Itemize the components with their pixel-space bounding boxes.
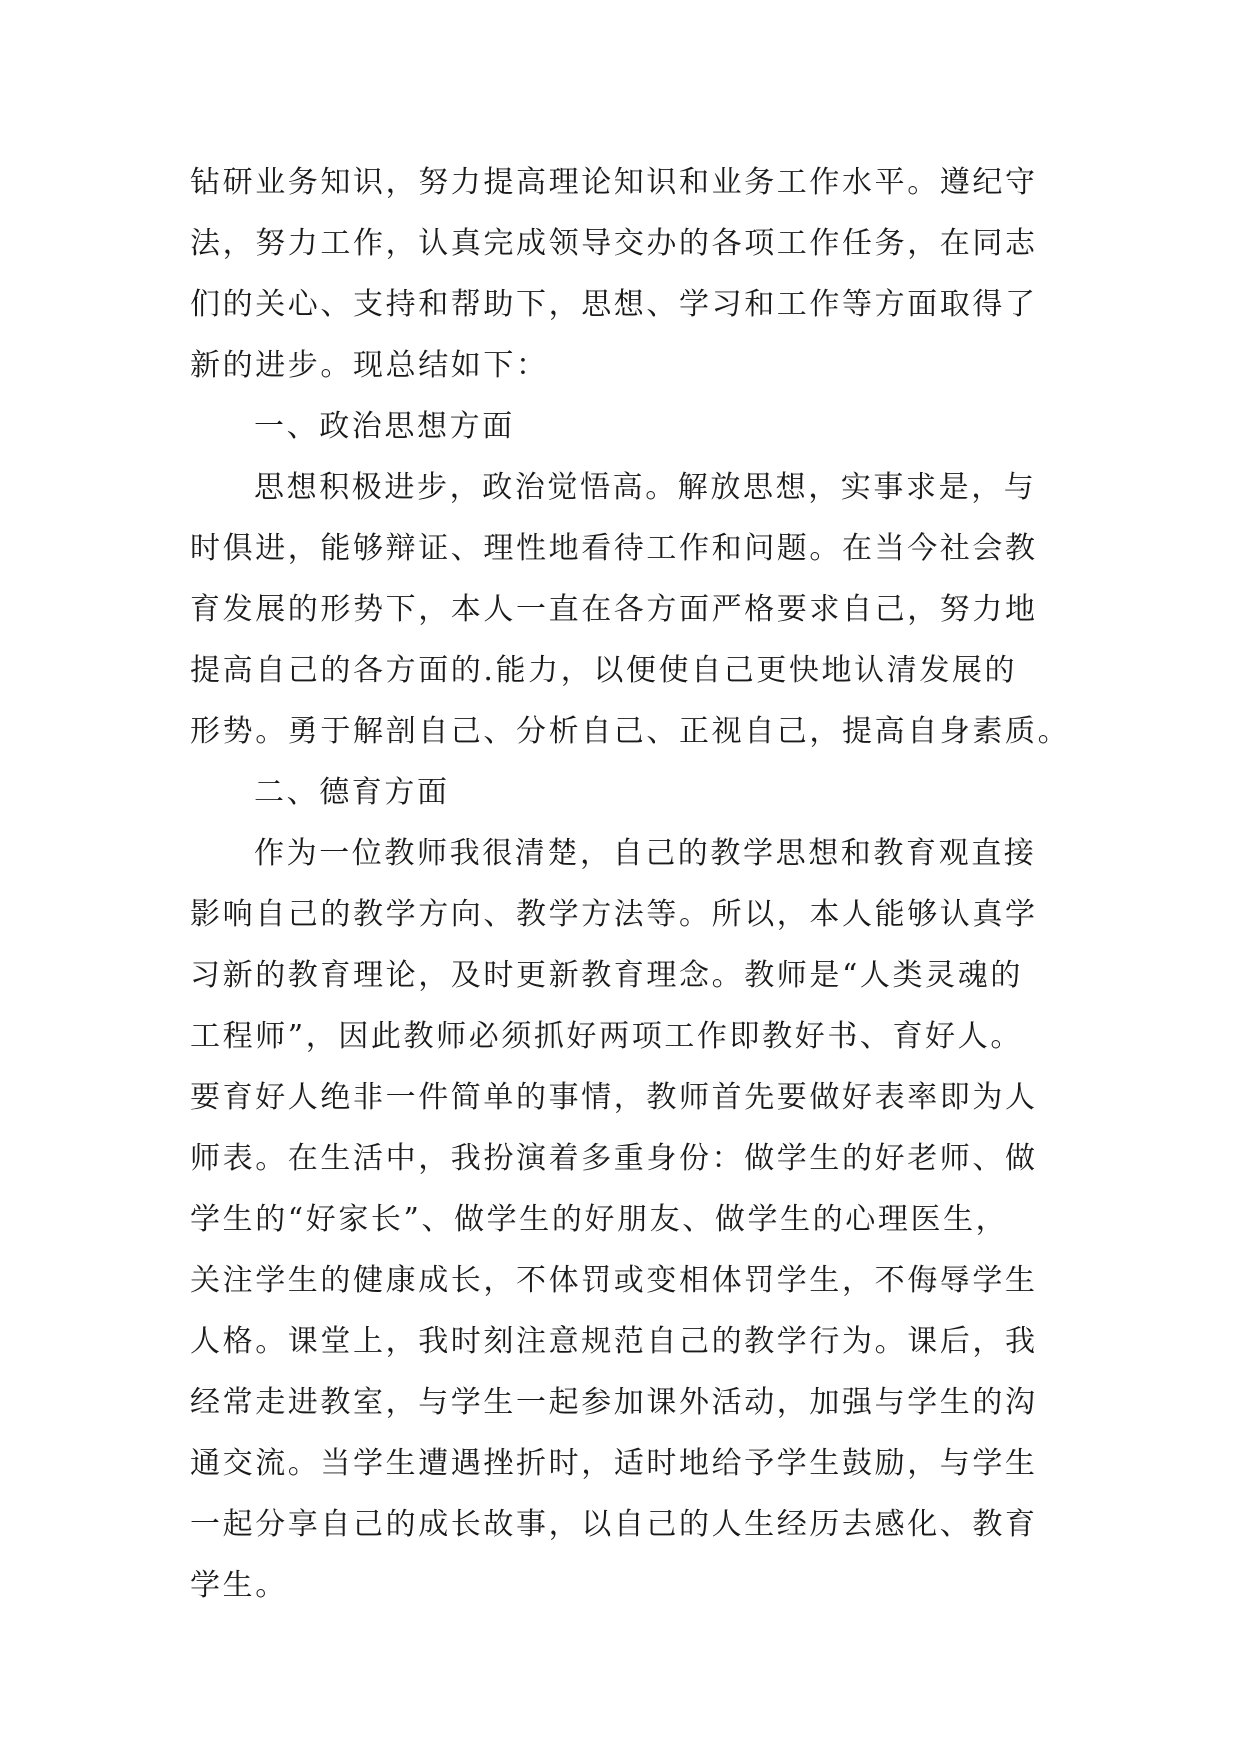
text-line: 经常走进教室，与学生一起参加课外活动，加强与学生的沟	[190, 1385, 1038, 1420]
document-page	[190, 152, 1071, 1616]
text-line: 学生。	[190, 1568, 288, 1603]
text-line: 时俱进，能够辩证、理性地看待工作和问题。在当今社会教	[190, 531, 1038, 566]
text-line: 影响自己的教学方向、教学方法等。所以，本人能够认真学	[190, 897, 1038, 932]
text-line: 学生的“好家长”、做学生的好朋友、做学生的心理医生，	[190, 1202, 1009, 1237]
section-heading: 一、政治思想方面	[254, 409, 515, 444]
text-line: 人格。课堂上，我时刻注意规范自己的教学行为。课后，我	[190, 1324, 1038, 1359]
text-line: 法，努力工作，认真完成领导交办的各项工作任务，在同志	[190, 226, 1038, 261]
text-line: 习新的教育理论，及时更新教育理念。教师是“人类灵魂的	[190, 958, 1023, 993]
text-line: 要育好人绝非一件简单的事情，教师首先要做好表率即为人	[190, 1080, 1038, 1115]
text-line: 新的进步。现总结如下：	[190, 348, 549, 383]
text-line: 师表。在生活中，我扮演着多重身份：做学生的好老师、做	[190, 1141, 1038, 1176]
text-line: 关注学生的健康成长，不体罚或变相体罚学生，不侮辱学生	[190, 1263, 1038, 1298]
text-line: 形势。勇于解剖自己、分析自己、正视自己，提高自身素质。	[190, 714, 1071, 749]
paragraph-first-line: 思想积极进步，政治觉悟高。解放思想，实事求是，与	[254, 470, 1037, 505]
text-line: 育发展的形势下，本人一直在各方面严格要求自己，努力地	[190, 592, 1038, 627]
text-line: 们的关心、支持和帮助下，思想、学习和工作等方面取得了	[190, 287, 1038, 322]
text-line: 一起分享自己的成长故事，以自己的人生经历去感化、教育	[190, 1507, 1038, 1542]
paragraph-first-line: 作为一位教师我很清楚，自己的教学思想和教育观直接	[254, 836, 1037, 871]
section-heading: 二、德育方面	[254, 775, 450, 810]
text-line: 通交流。当学生遭遇挫折时，适时地给予学生鼓励，与学生	[190, 1446, 1038, 1481]
text-line: 提高自己的各方面的.能力，以便使自己更快地认清发展的	[190, 653, 1018, 688]
text-line: 钻研业务知识，努力提高理论知识和业务工作水平。遵纪守	[190, 165, 1038, 200]
text-line: 工程师”，因此教师必须抓好两项工作即教好书、育好人。	[190, 1019, 1023, 1054]
